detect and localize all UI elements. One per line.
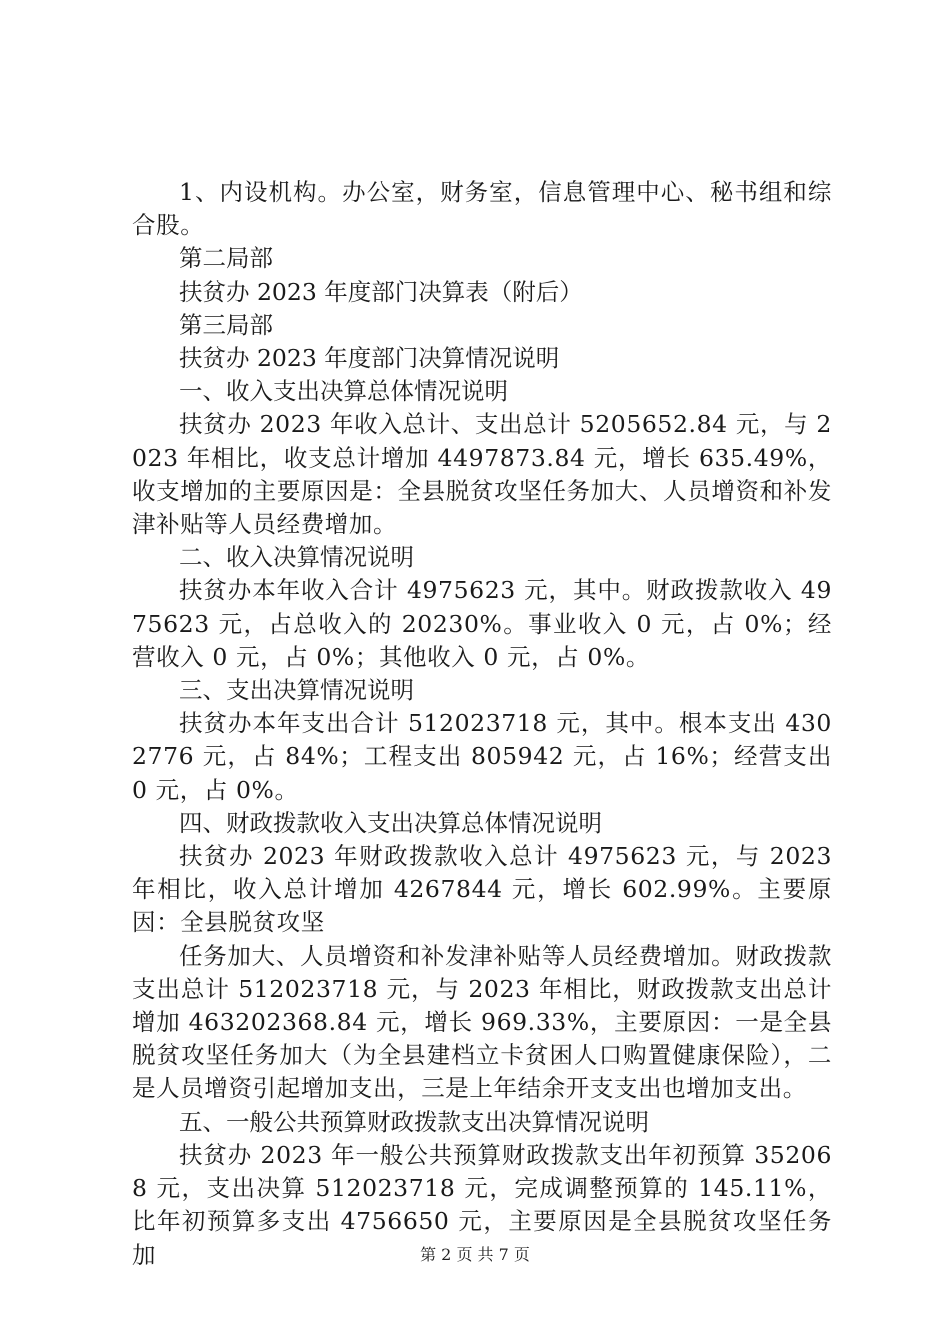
- section-heading-part-two: 第二局部: [179, 244, 273, 273]
- section-heading-part-three: 第三局部: [179, 310, 273, 339]
- paragraph-fiscal-expenditure: 任务加大、人员增资和补发津补贴等人员经费增加。财政拨款支出总计 512023718 元，与 2023 年相比，财政拨款支出总计增加 463202368.84 元，增长 969.33%，主要原因：一是全县脱贫攻坚任务加大（为全县建档立卡贫困人口购置健康保险），二是人员增资引起增加支出，三是上年结余开支支出也增加支出。: [132, 941, 832, 1103]
- paragraph-expenditure: 扶贫办本年支出合计 512023718 元，其中。根本支出 4302776 元，占 84%；工程支出 805942 元，占 16%；经营支出 0 元，占 0%。: [132, 709, 832, 804]
- explanation-title: 扶贫办 2023 年度部门决算情况说明: [179, 344, 560, 373]
- page-footer: 第 2 页 共 7 页: [420, 1245, 530, 1264]
- heading-expenditure: 三、支出决算情况说明: [179, 676, 414, 705]
- heading-fiscal: 四、财政拨款收入支出决算总体情况说明: [179, 808, 602, 837]
- paragraph-general-budget: 扶贫办 2023 年一般公共预算财政拨款支出年初预算 352068 元，支出决算 512023718 元，完成调整预算的 145.11%，比年初预算多支出 4756650 元，主要原因是全县脱贫攻坚任务加: [132, 1140, 832, 1269]
- paragraph-internal-structure: 1、内设机构。办公室，财务室，信息管理中心、秘书组和综合股。: [132, 178, 832, 240]
- document-body: [132, 176, 832, 1272]
- paragraph-fiscal-income: 扶贫办 2023 年财政拨款收入总计 4975623 元，与 2023 年相比，收入总计增加 4267844 元，增长 602.99%。主要原因：全县脱贫攻坚: [132, 842, 832, 937]
- heading-overall: 一、收入支出决算总体情况说明: [179, 377, 508, 406]
- paragraph-overall: 扶贫办 2023 年收入总计、支出总计 5205652.84 元，与 2023 年相比，收支总计增加 4497873.84 元，增长 635.49%，收支增加的主要原因是：全县脱贫攻坚任务加大、人员增资和补发津补贴等人员经费增加。: [132, 410, 832, 539]
- table-reference: 扶贫办 2023 年度部门决算表（附后）: [179, 277, 583, 306]
- paragraph-income: 扶贫办本年收入合计 4975623 元，其中。财政拨款收入 4975623 元，占总收入的 20230%。事业收入 0 元，占 0%；经营收入 0 元，占 0%；其他收入 0 元，占 0%。: [132, 576, 832, 671]
- heading-general-budget: 五、一般公共预算财政拨款支出决算情况说明: [179, 1107, 649, 1136]
- heading-income: 二、收入决算情况说明: [179, 543, 414, 572]
